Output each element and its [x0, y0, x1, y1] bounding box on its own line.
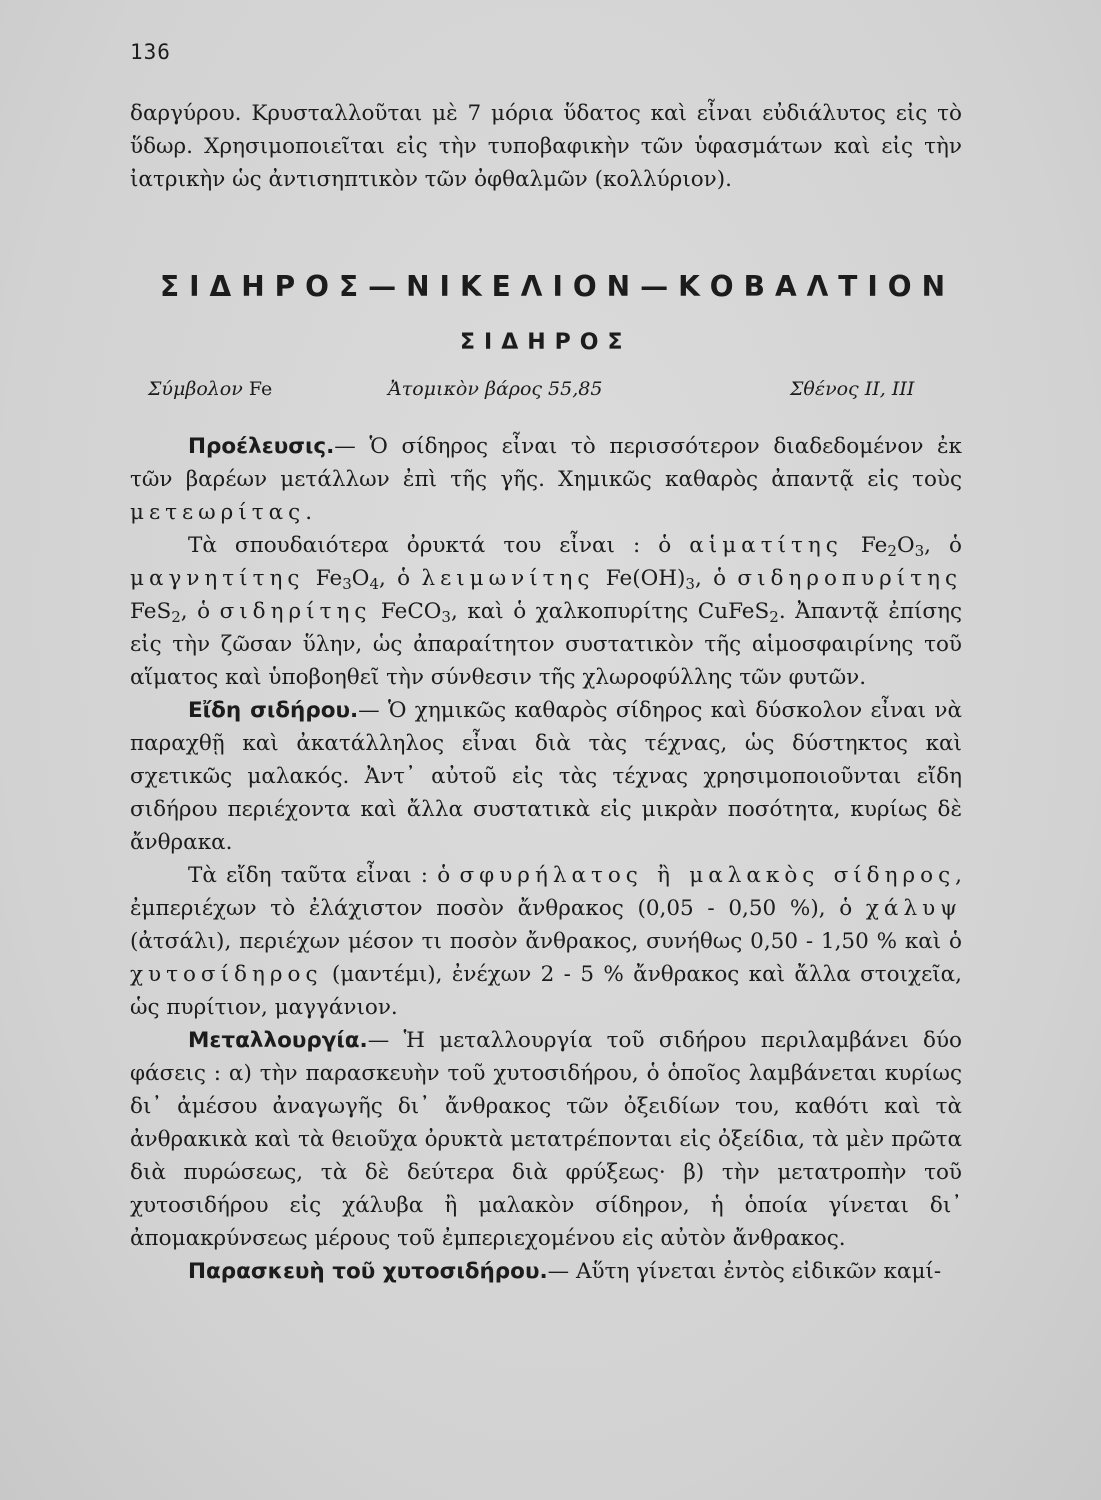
metallurgy-paragraph: [130, 1024, 962, 1255]
article: ὁ: [397, 566, 411, 591]
types-intro-text: — Ὁ χημικῶς καθαρὸς σίδηρος καὶ δύσκολον εἶναι νὰ παραχθῇ καὶ ἀκατάλληλος εἶναι διὰ τὰς τέχνας, ὡς δύστηκτος καὶ σχετικῶς μαλακός. Ἀντ᾽ αὐτοῦ εἰς τὰς τέχνας χρησιμοποιοῦνται εἴδη σιδήρου περιέχοντα καὶ ἄλλα συστατικὰ εἰς μικρὰν ποσότητα, κυρίως δὲ ἄνθρακα.: [130, 698, 962, 855]
atomic-weight: Ἀτομικὸν βάρος 55,85: [388, 378, 603, 400]
origin-heading: Προέλευσις.: [188, 434, 335, 459]
iron-section: [130, 430, 962, 1288]
article: ὁ: [197, 599, 211, 624]
preparation-text: — Αὕτη γίνεται ἐντὸς εἰδικῶν καμί-: [547, 1259, 942, 1284]
types-paragraph: [130, 859, 962, 1024]
types-heading: Εἴδη σιδήρου.: [188, 698, 359, 723]
origin-end: .: [305, 500, 313, 525]
mineral-limonite: λειμωνίτης: [421, 566, 595, 591]
minerals-text: Τὰ σπουδαιότερα ὀρυκτά του εἶναι : ὁ: [188, 533, 672, 558]
chapter-title: ΣΙΔΗΡΟΣ—ΝΙΚΕΛΙΟΝ—ΚΟΒΑΛΤΙΟΝ: [160, 270, 956, 303]
page-number: 136: [130, 40, 171, 64]
mineral-pyrite: σιδηροπυρίτης: [737, 566, 963, 591]
term-steel: χάλυψ: [865, 896, 962, 921]
metallurgy-text: — Ἡ μεταλλουργία τοῦ σιδήρου περιλαμβάνει δύο φάσεις : α) τὴν παρασκευὴν τοῦ χυτοσιδήρου, ὁ ὁποῖος λαμβάνεται κυρίως δι᾽ ἀμέσου ἀναγωγῆς δι᾽ ἄνθρακος τῶν ὀξειδίων του, καθότι καὶ τὰ ἀνθρακικὰ καὶ τὰ θειοῦχα ὀρυκτὰ μετατρέπονται εἰς ὀξείδια, τὰ μὲν πρῶτα διὰ πυρώσεως, τὰ δὲ δεύτερα διὰ φρύξεως· β) τὴν μετατροπὴν τοῦ χυτοσιδήρου εἰς χάλυβα ἢ μαλακὸν σίδηρον, ἡ ὁποία γίνεται δι᾽ ἀπομακρύνσεως μέρους τοῦ ἐμπεριεχομένου εἰς αὐτὸν ἄνθρακος.: [130, 1028, 962, 1251]
section-title: ΣΙΔΗΡΟΣ: [460, 330, 632, 355]
intro-block: [130, 97, 962, 196]
mineral-chalcopyrite: καὶ ὁ χαλκοπυρίτης: [467, 599, 689, 624]
preparation-heading: Παρασκευὴ τοῦ χυτοσιδήρου.: [188, 1259, 548, 1284]
mineral-siderite: σιδηρίτης: [219, 599, 372, 624]
symbol-property: [148, 378, 272, 400]
types-text: (μαντέμι), ἐνέχων 2 - 5 % ἄνθρακος καὶ ἄλλα στοιχεῖα, ὡς πυρίτιον, μαγγάνιον.: [130, 962, 962, 1020]
meteorites-term: μετεωρίτας: [130, 500, 306, 525]
valence-property: [790, 378, 914, 400]
symbol-value: Fe: [248, 378, 273, 400]
minerals-tail: Ἀπαντᾷ ἐπίσης εἰς τὴν ζῶσαν ὕλην, ὡς ἀπαραίτητον συστατικὸν τῆς αἱμοσφαιρίνης τοῦ αἵματος καὶ ὑποβοηθεῖ τὴν σύνθεσιν τῆς χλωροφύλλης τῶν φυτῶν.: [130, 599, 963, 690]
mineral-hematite: αἱματίτης: [689, 533, 843, 558]
metallurgy-heading: Μεταλλουργία.: [188, 1028, 368, 1053]
origin-text: — Ὁ σίδηρος εἶναι τὸ περισσότερον διαδεδομένον ἐκ τῶν βαρέων μετάλλων ἐπὶ τῆς γῆς. Χημικῶς καθαρὸς ἀπαντᾷ εἰς τοὺς: [130, 434, 962, 492]
symbol-label: Σύμβολον: [148, 378, 243, 400]
article: ὁ: [949, 533, 962, 558]
term-cast-iron: χυτοσίδηρος: [130, 962, 323, 987]
mineral-magnetite: μαγνητίτης: [130, 566, 305, 591]
valence-value: II, III: [864, 378, 915, 400]
valence-label: Σθένος: [790, 378, 859, 400]
preparation-paragraph: [130, 1255, 962, 1288]
term-wrought-iron: σφυρήλατος ἢ μαλακὸς σίδηρος: [459, 863, 956, 888]
types-text: (ἀτσάλι), περιέχων μέσον τι ποσὸν ἄνθρακος, συνήθως 0,50 - 1,50 % καὶ ὁ: [130, 929, 962, 954]
intro-paragraph: δαργύρου. Κρυσταλλοῦται μὲ 7 μόρια ὕδατος καὶ εἶναι εὐδιάλυτος εἰς τὸ ὕδωρ. Χρησιμοποιεῖται εἰς τὴν τυποβαφικὴν τῶν ὑφασμάτων καὶ εἰς τὴν ἰατρικὴν ὡς ἀντισηπτικὸν τῶν ὀφθαλμῶν (κολλύριον).: [130, 101, 962, 192]
article: ὁ: [713, 566, 727, 591]
minerals-paragraph: Τὰ σπουδαιότερα ὀρυκτά του εἶναι : ὁ αἱματίτης $Fe_2O_3$, ὁ μαγνητίτης $Fe_3O_4$, ὁ λειμωνίτης $Fe(OH)_3$, ὁ σιδηροπυρίτης FeS$_2$, ὁ σιδηρίτης FeCO$_3$, καὶ ὁ χαλκοπυρίτης CuFeS$_2$. Ἀπαντᾷ ἐπίσης εἰς τὴν ζῶσαν ὕλην, ὡς ἀπαραίτητον συστατικὸν τῆς αἱμοσφαιρίνης τοῦ αἵματος καὶ ὑποβοηθεῖ τὴν σύνθεσιν τῆς χλωροφύλλης τῶν φυτῶν.: [130, 533, 963, 690]
origin-paragraph: [130, 430, 962, 529]
types-text: Τὰ εἴδη ταῦτα εἶναι : ὁ: [188, 863, 451, 888]
types-text: , ἐμπεριέχων τὸ ἐλάχιστον ποσὸν ἄνθρακος (0,05 - 0,50 %), ὁ: [130, 863, 962, 921]
types-intro-paragraph: [130, 694, 962, 859]
